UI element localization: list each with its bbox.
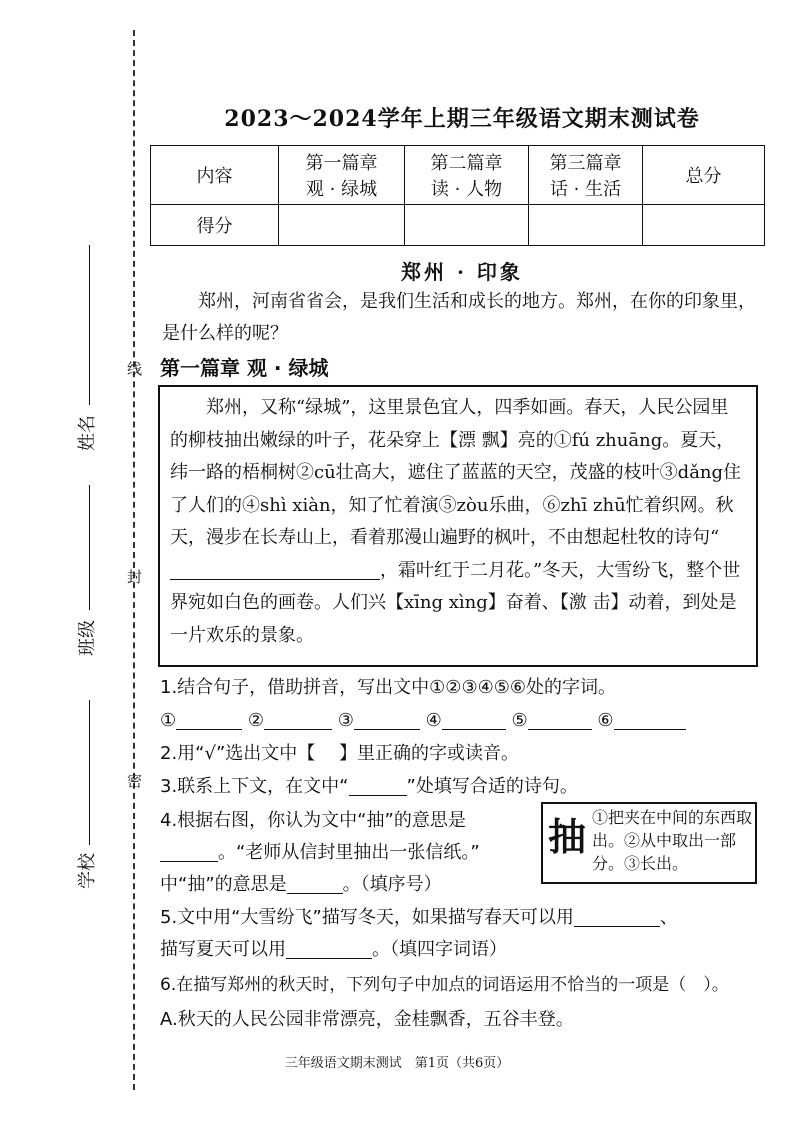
binding-line	[133, 30, 135, 1090]
total-label: 总分	[643, 146, 765, 205]
q4-line3-suffix: 。（填序号）	[342, 874, 442, 895]
intro-paragraph: 郑州，河南省省会，是我们生活和成长的地方。郑州，在你的印象里，是什么样的呢？	[162, 291, 756, 344]
school-field[interactable]	[89, 700, 90, 845]
question-6: 6.在描写郑州的秋天时，下列句子中加点的词语运用不恰当的一项是（ ）。	[160, 975, 729, 995]
question-1-answer-row	[160, 706, 686, 736]
q4-line3-prefix: 中“抽”的意思是	[160, 874, 287, 895]
chapter-1-line2: 观 · 绿城	[305, 179, 378, 200]
q1-marker-4: ④	[425, 710, 442, 731]
question-6-option-a[interactable]: A.秋天的人民公园非常漂亮，金桂飘香，五谷丰登。	[160, 1009, 574, 1030]
poem-blank[interactable]	[170, 559, 380, 580]
q1-marker-2: ②	[247, 710, 265, 731]
q4-line2-text: 。“老师从信封里抽出一张信纸。”	[218, 842, 480, 863]
question-5-line-2	[160, 935, 507, 965]
q1-blank-5[interactable]	[528, 709, 592, 730]
chapter-3-line2: 话 · 生活	[549, 179, 622, 200]
chapter-1-score-cell[interactable]	[279, 205, 405, 246]
score-table-header-row	[151, 146, 765, 205]
question-5-line-1	[160, 903, 678, 933]
q1-marker-6: ⑥	[597, 710, 614, 731]
total-score-cell[interactable]	[643, 205, 765, 246]
name-field[interactable]	[89, 245, 90, 405]
q5-line2-prefix: 描写夏天可以用	[160, 939, 286, 960]
q4-blank-2[interactable]	[287, 873, 343, 894]
q3-prefix: 3.联系上下文，在文中“	[160, 776, 349, 797]
chapter-3-score-cell[interactable]	[529, 205, 643, 246]
class-label: 班级	[77, 620, 98, 656]
binding-char-feng: 封	[127, 568, 143, 586]
chapter-1-heading: 第一篇章 观 · 绿城	[160, 356, 329, 380]
q1-marker-5: ⑤	[511, 710, 528, 731]
binding-char-mi: 密	[127, 772, 143, 790]
q1-blank-3[interactable]	[354, 709, 420, 730]
q4-blank-1[interactable]	[160, 841, 218, 862]
q5-line2-suffix: 。（填四字词语）	[372, 939, 507, 960]
content-label: 内容	[151, 146, 279, 205]
question-4-line-2	[160, 838, 480, 868]
question-3	[160, 772, 578, 802]
question-4-line-3	[160, 870, 442, 900]
score-table	[150, 145, 765, 246]
reading-passage	[170, 392, 744, 652]
page-footer: 三年级语文期末测试 第1页（共6页）	[284, 1056, 510, 1071]
q3-blank[interactable]	[349, 775, 407, 796]
question-2: 2.用“√”选出文中【 】里正确的字或读音。	[160, 743, 520, 764]
chapter-1-cell	[279, 146, 405, 205]
chapter-1-line1: 第一篇章	[305, 153, 378, 174]
q5-blank-1[interactable]	[574, 906, 660, 927]
q1-blank-6[interactable]	[614, 709, 686, 730]
chapter-3-cell	[529, 146, 643, 205]
chapter-2-cell	[405, 146, 529, 205]
binding-char-xian: 线	[127, 360, 143, 378]
q1-blank-4[interactable]	[442, 709, 506, 730]
passage-part-1: 郑州，又称“绿城”，这里景色宜人，四季如画。春天，人民公园里的柳枝抽出嫩绿的叶子，花朵穿上【漂 飘】亮的①fú zhuāng。夏天，纬一路的梧桐树②cū壮高大，遮住了蓝蓝的天空，茂盛的枝叶③dǎng住了人们的④shì xiàn，知了忙着演⑤zòu乐曲，⑥zhī zhū忙着织网。秋天，漫步在长寿山上，看着那漫山遍野的枫叶，不由想起杜牧的诗句“	[170, 397, 742, 548]
score-label: 得分	[151, 205, 279, 246]
q5-line1-text: 5.文中用“大雪纷飞”描写冬天，如果描写春天可以用	[160, 907, 574, 928]
question-4-line-1: 4.根据右图，你认为文中“抽”的意思是	[160, 810, 466, 831]
chapter-3-line1: 第三篇章	[549, 153, 622, 174]
name-label: 姓名	[77, 415, 98, 451]
chapter-2-line2: 读 · 人物	[430, 179, 503, 200]
q5-blank-2[interactable]	[286, 938, 372, 959]
question-1: 1.结合句子，借助拼音，写出文中①②③④⑤⑥处的字词。	[160, 677, 616, 698]
school-label: 学校	[77, 853, 98, 889]
score-table-score-row	[151, 205, 765, 246]
q3-suffix: ”处填写合适的诗句。	[406, 776, 578, 797]
q1-marker-3: ③	[337, 710, 354, 731]
class-field[interactable]	[89, 485, 90, 610]
exam-title: 2023～2024学年上期三年级语文期末测试卷	[224, 106, 700, 132]
q1-marker-1: ①	[160, 710, 177, 731]
passage-part-2: ，霜叶红于二月花。”冬天，大雪纷飞，整个世界宛如白色的画卷。人们兴【xīng xìng】奋着、【激 击】动着，到处是一片欢乐的景象。	[170, 559, 741, 646]
dictionary-definition: ①把夹在中间的东西取出。②从中取出一部分。③长出。	[592, 808, 753, 873]
q5-line1-end: 、	[659, 907, 678, 928]
chapter-2-line1: 第二篇章	[430, 153, 503, 174]
q1-blank-1[interactable]	[176, 709, 242, 730]
q1-blank-2[interactable]	[264, 709, 332, 730]
chapter-2-score-cell[interactable]	[405, 205, 529, 246]
section-subtitle: 郑州 · 印象	[401, 260, 523, 284]
dictionary-char: 抽	[548, 814, 587, 859]
